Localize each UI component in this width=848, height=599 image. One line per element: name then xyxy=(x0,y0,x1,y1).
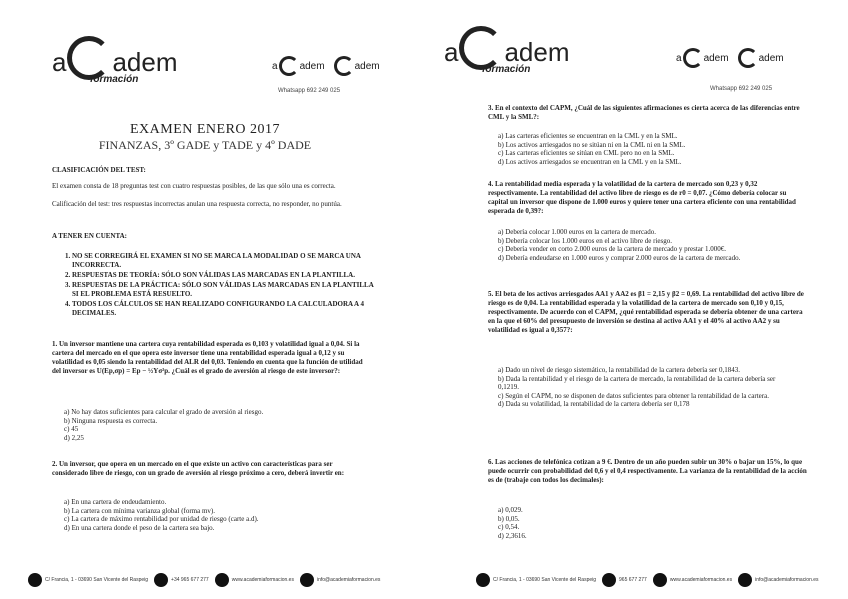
answer-option: c) Según el CAPM, no se disponen de datos suficientes para obtener la rentabilidad de la cartera. xyxy=(498,391,769,400)
rule-item: 1. NO SE CORREGIRÁ EL EXAMEN SI NO SE MARCA LA MODALIDAD O SE MARCA UNA INCORRECTA. xyxy=(72,252,374,270)
answer-option: b) La cartera con mínima varianza global (forma mv). xyxy=(64,506,216,515)
small-logos xyxy=(272,56,380,76)
question-5: 5. El beta de los activos arriesgados AA1 y AA2 es β1 = 2,15 y β2 = 0,69. La rentabilidad del activo libre de riesgo es de 0,04. La rentabilidad esperada y la volatilidad de la cartera de mercado son 0,10 y 0,15, respectivamente. De acuerdo con el CAPM, ¿qué rentabilidad esperada se debería obtener de una cartera en la que el 60% del presupuesto de inversión se destina al activo AA1 y el 40% al activo AA2 y su volatilidad es igual a 0,357?: xyxy=(488,290,804,334)
answer-option: d) Debería endeudarse en 1.000 euros y comprar 2.000 euros de la cartera de mercado. xyxy=(498,253,741,262)
footer-email: info@academiaformacion.es xyxy=(300,573,380,587)
footer-website: www.academiaformacion.es xyxy=(215,573,294,587)
answer-option: a) 0,029. xyxy=(498,506,523,514)
phone-icon xyxy=(154,573,168,587)
whatsapp-contact: Whatsapp 692 249 025 xyxy=(710,86,773,92)
answer-option: d) Los activos arriesgados se encuentran en la CML y en la SML. xyxy=(498,157,682,166)
question-3-options xyxy=(498,132,798,166)
right-footer xyxy=(476,573,819,587)
logo-text: adem xyxy=(112,46,178,77)
location-icon xyxy=(476,573,490,587)
question-1-options xyxy=(64,408,364,442)
question-3: 3. En el contexto del CAPM, ¿Cuál de las siguientes afirmaciones es cierta acerca de las diferencias entre CML y la SML?: xyxy=(488,104,800,121)
test-description: El examen consta de 18 preguntas test con cuatro respuestas posibles, de las que sólo una es correcta. xyxy=(52,182,336,190)
test-grading: Calificación del test: tres respuestas incorrectas anulan una respuesta correcta, no responder, no puntúa. xyxy=(52,200,342,208)
email-icon xyxy=(738,573,752,587)
question-2-options xyxy=(64,498,364,532)
footer-website: www.academiaformacion.es xyxy=(653,573,732,587)
phone-icon xyxy=(602,573,616,587)
logo-letter-a: a xyxy=(52,46,67,77)
small-logo-two: adem xyxy=(333,56,380,76)
question-6: 6. Las acciones de telefónica cotizan a 9 €. Dentro de un año pueden subir un 30% o bajar un 15%, lo que puede ocurrir con probabilidad del 0,6 y el 0,4 respectivamente. La varianza de la rentabilidad de la acción es de (trabaje con todos los decimales): xyxy=(488,458,807,484)
footer-phone: +34 965 677 277 xyxy=(154,573,209,587)
question-4: 4. La rentabilidad media esperada y la volatilidad de la cartera de mercado son 0,23 y 0,32 respectivamente. La rentabilidad del activo libre de riesgo es de r0 = 0,07. ¿Cómo debería colocar su capital un inversor que dispone de 1.000 euros y quiere tener una cartera eficiente con una rentabilidad esperada de 0,39?: xyxy=(488,180,796,215)
answer-option: c) La cartera de máximo rentabilidad por unidad de riesgo (carte a.d). xyxy=(64,515,259,523)
footer-phone: 965 677 277 xyxy=(602,573,647,587)
answer-option: a) En una cartera de endeudamiento. xyxy=(64,498,167,506)
small-logos xyxy=(676,48,784,68)
answer-option: c) Debería vender en corto 2.000 euros de la cartera de mercado y prestar 1.000€. xyxy=(498,245,726,253)
answer-option: c) 45 xyxy=(64,425,79,433)
right-page xyxy=(424,0,848,599)
academ-logo xyxy=(52,40,178,84)
answer-option: d) 2,3616. xyxy=(498,531,527,540)
answer-option: b) 0,05. xyxy=(498,514,520,523)
answer-option: b) Los activos arriesgados no se sitúan ni en la CML ni en la SML. xyxy=(498,140,686,149)
question-5-options xyxy=(498,366,798,409)
email-icon xyxy=(300,573,314,587)
question-6-options xyxy=(498,506,798,540)
location-icon xyxy=(28,573,42,587)
attention-heading: A TENER EN CUENTA: xyxy=(52,232,128,240)
footer-email: info@academiaformacion.es xyxy=(738,573,818,587)
footer-address: C/ Francia, 1 - 03690 San Vicente del Raspeig xyxy=(28,573,148,587)
answer-option: d) En una cartera donde el peso de la cartera sea bajo. xyxy=(64,523,215,532)
test-heading: CLASIFICACIÓN DEL TEST: xyxy=(52,166,146,174)
rule-item: 4. TODOS LOS CÁLCULOS SE HAN REALIZADO CONFIGURANDO LA CALCULADORA A 4 DECIMALES. xyxy=(72,300,374,318)
rule-item: 3. RESPUESTAS DE LA PRÁCTICA: SÓLO SON VÁLIDAS LAS MARCADAS EN LA PLANTILLA SI EL PROBLEMA ESTÁ RESUELTO. xyxy=(72,281,374,299)
logo-subtitle: formación xyxy=(482,64,531,75)
answer-option: b) Dada la rentabilidad y el riesgo de la cartera de mercado, la rentabilidad de la cartera debería ser 0,1219. xyxy=(498,374,776,391)
answer-option: a) No hay datos suficientes para calcular el grado de aversión al riesgo. xyxy=(64,408,264,416)
question-4-options xyxy=(498,228,798,262)
logo-letter-a: a xyxy=(444,36,459,67)
logo-subtitle: formación xyxy=(90,74,139,85)
rules-list xyxy=(56,252,374,319)
answer-option: b) Debería colocar los 1.000 euros en el activo libre de riesgo. xyxy=(498,236,672,245)
answer-option: c) Las carteras eficientes se sitúan en CML pero no en la SML. xyxy=(498,149,675,157)
web-icon xyxy=(215,573,229,587)
footer-address: C/ Francia, 1 - 03690 San Vicente del Raspeig xyxy=(476,573,596,587)
small-logo-two: adem xyxy=(737,48,784,68)
web-icon xyxy=(653,573,667,587)
question-1: 1. Un inversor mantiene una cartera cuya rentabilidad esperada es 0,103 y volatilidad igual a 0,04. Si la cartera del mercado en el que opera este inversor tiene una rentabilidad esperada igual a 0,12 y su volatilidad es 0,05 siendo la rentabilidad del ALR del 0,03. Teniendo en cuenta que la función de utilidad del inversor es U(Ep,σp) = Ep − ½Yσ²p. ¿Cuál es el grado de aversión al riesgo de este inversor?: xyxy=(52,340,363,375)
logo-text: adem xyxy=(504,36,570,67)
left-footer xyxy=(28,573,380,587)
academ-logo xyxy=(444,30,570,74)
answer-option: b) Ninguna respuesta es correcta. xyxy=(64,416,158,425)
answer-option: c) 0,54. xyxy=(498,523,520,531)
answer-option: a) Las carteras eficientes se encuentran en la CML y en la SML. xyxy=(498,132,678,140)
question-2: 2. Un inversor, que opera en un mercado en el que existe un activo con características para ser considerado libre de riesgo, con un grado de aversión al riesgo próximo a cero, deberá invertir en: xyxy=(52,460,345,477)
exam-title: EXAMEN ENERO 2017 xyxy=(129,122,281,137)
whatsapp-contact: Whatsapp 692 249 025 xyxy=(278,88,341,94)
answer-option: d) Dada su volatilidad, la rentabilidad de la cartera debería ser 0,178 xyxy=(498,400,690,408)
small-logo-one: a adem xyxy=(272,56,325,76)
exam-subtitle: FINANZAS, 3º GADE y TADE y 4º DADE xyxy=(98,138,312,152)
answer-option: a) Debería colocar 1.000 euros en la cartera de mercado. xyxy=(498,228,656,236)
small-logo-one: a adem xyxy=(676,48,729,68)
answer-option: a) Dado un nivel de riesgo sistemático, la rentabilidad de la cartera debería ser 0,1843. xyxy=(498,366,740,374)
answer-option: d) 2,25 xyxy=(64,433,84,442)
rule-item: 2. RESPUESTAS DE TEORÍA: SÓLO SON VÁLIDAS LAS MARCADAS EN LA PLANTILLA. xyxy=(72,271,374,280)
